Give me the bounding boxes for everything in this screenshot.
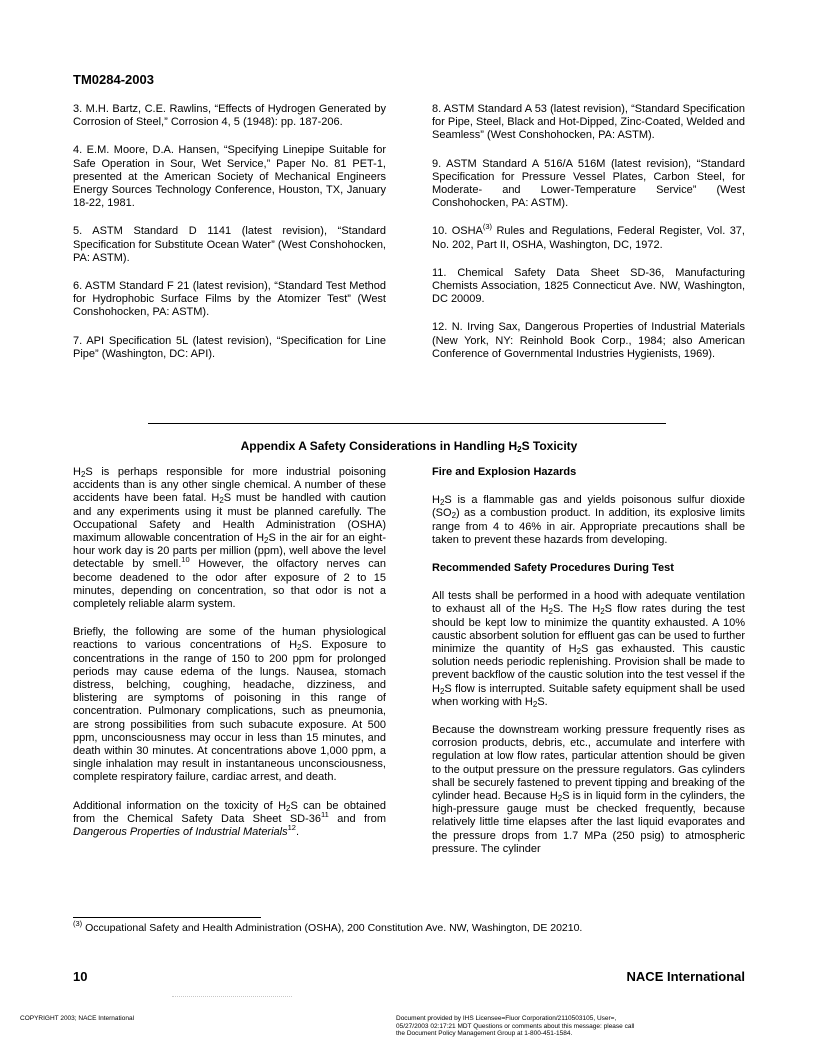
text: S in the air for an eight-hour work day is 20 parts per million (ppm), well above the level detectable by smell. <box>73 532 386 571</box>
subscript: 2 <box>439 498 445 508</box>
reference-10-rest: Rules and Regulations, Federal Register, Vol. 37, No. 202, Part II, OSHA, Washington, DC, 1972. <box>432 225 745 251</box>
subscript: 2 <box>576 647 582 657</box>
subscript: 2 <box>557 794 563 804</box>
text: However, the olfactory nerves can become deadened to the odor after exposure of 2 to 15 minutes, depending on concentration, so that odor is not a completely reliable alarm system. <box>73 558 387 611</box>
appendix-left-column <box>73 466 386 854</box>
text: and from <box>328 812 387 825</box>
reference-4: 4. E.M. Moore, D.A. Hansen, “Specifying Linepipe Suitable for Safe Operation in Sour, Wet Service,” Paper No. 81 PET-1, presented at the American Society of Mechanical Engineers Energy Sources Technology Conference, Houston, TX, January 18-22, 1981. <box>73 144 386 210</box>
provider-line: the Document Policy Management Group at 1-800-451-1584. <box>396 1030 573 1038</box>
text: S is a flammable gas and yields poisonous sulfur dioxide (SO <box>432 494 745 520</box>
reference-10 <box>432 222 745 251</box>
citation-marker: 12 <box>287 823 296 833</box>
provider-line: Document provided by IHS Licensee=Fluor Corporation/2110503105, User=, <box>396 1015 617 1022</box>
text: S flow is interrupted. Suitable safety equipment shall be used when working with H <box>432 682 745 708</box>
text: S. The H <box>552 603 601 616</box>
references-right-column <box>432 103 745 376</box>
text: ) as a combustion product. In addition, its explosive limits range from 4 to 46% in air. Appropriate precautions shall be taken to prevent these hazards from developing. <box>432 507 745 546</box>
reference-9: 9. ASTM Standard A 516/A 516M (latest revision), “Standard Specification for Pressure Vessel Plates, Carbon Steel, for Moderate- and Lower-Temperature Service” (West Conshohocken, PA: ASTM). <box>432 157 745 210</box>
text: Briefly, the following are some of the human physiological reactions to various concentrations of H <box>73 626 386 652</box>
toxicity-paragraph <box>73 466 386 611</box>
footnote-marker: (3) <box>482 222 493 232</box>
reference-12: 12. N. Irving Sax, Dangerous Properties of Industrial Materials (New York, NY: Reinhold Book Corp., 1984; also American Conference of Governmental Industries Hygienists, 1969). <box>432 321 745 360</box>
text: S gas exhausted. This caustic solution needs periodic replenishing. Provision shall be made to prevent backflow of the caustic solution into the test vessel if the H <box>432 643 745 695</box>
subscript: 2 <box>517 445 522 454</box>
footnote <box>73 919 583 934</box>
subscript: 2 <box>532 699 538 709</box>
copyright-notice: COPYRIGHT 2003; NACE International <box>20 1015 135 1022</box>
text: H <box>432 494 440 507</box>
reference-7: 7. API Specification 5L (latest revision), “Specification for Line Pipe” (Washington, DC: API). <box>73 334 386 360</box>
appendix-title-lead: Appendix A Safety Considerations in Handling H <box>240 439 518 453</box>
text: Because the downstream working pressure frequently rises as corrosion products, debris, etc., accumulate and interfere with regulation at low flow rates, particular attention should be given to the output pressure on the pressure regulators. Gas cylinders shall be securely fastened to prevent tipping and breaking of the cylinder head. Because H <box>432 724 745 803</box>
subscript: 2 <box>439 686 445 696</box>
subscript: 2 <box>286 803 291 813</box>
footnote-text: Occupational Safety and Health Administration (OSHA), 200 Constitution Ave. NW, Washington, DE 20210. <box>82 922 583 934</box>
reference-3: 3. M.H. Bartz, C.E. Rawlins, “Effects of Hydrogen Generated by Corrosion of Steel,” Corrosion 4, 5 (1948): pp. 187-206. <box>73 103 386 129</box>
reference-6: 6. ASTM Standard F 21 (latest revision), “Standard Test Method for Hydrophobic Surface Films by the Atomizer Test” (West Conshohocken, PA: ASTM). <box>73 280 386 319</box>
subscript: 2 <box>80 470 86 479</box>
text: H <box>73 466 81 478</box>
reference-5: 5. ASTM Standard D 1141 (latest revision), “Standard Specification for Substitute Ocean Water” (West Conshohocken, PA: ASTM). <box>73 225 386 264</box>
reference-8: 8. ASTM Standard A 53 (latest revision), “Standard Specification for Pipe, Steel, Black and Hot-Dipped, Zinc-Coated, Welded and Seamless” (West Conshohocken, PA: ASTM). <box>432 103 745 142</box>
text: S. <box>537 695 548 708</box>
subscript: 2 <box>264 536 269 546</box>
text: S can be obtained from the Chemical Safety Data Sheet SD-36 <box>73 799 386 825</box>
appendix-title-tail: S Toxicity <box>521 439 578 453</box>
text: S must be handled with caution and any experiments using it must be planned carefully. The Occupational Safety and Health Administration (OSHA) maximum allowable concentration of H <box>73 492 387 545</box>
pressure-paragraph <box>432 724 745 856</box>
reference-10-lead: 10. OSHA <box>432 225 483 238</box>
document-id: TM0284-2003 <box>73 72 154 87</box>
provider-line: 05/27/2003 02:17:21 MDT Questions or comments about this message: please call <box>396 1022 635 1030</box>
subscript: 2 <box>451 511 457 521</box>
reference-11: 11. Chemical Safety Data Sheet SD-36, Manufacturing Chemists Association, 1825 Connecticut Ave. NW, Washington, DC 20009. <box>432 266 745 306</box>
additional-info-paragraph <box>73 800 386 840</box>
text: S is in liquid form in the cylinders, the high-pressure gauge must be checked frequently, because relatively little time elapses after the last liquid evaporates and the pressure drops from 1.7 MPa (250 psig) to atmospheric pressure. The cylinder <box>432 790 745 855</box>
appendix-right-column <box>432 466 745 871</box>
text: Additional information on the toxicity of H <box>73 799 287 812</box>
page-number: 10 <box>73 969 88 984</box>
faint-mark <box>172 996 292 997</box>
organization-name: NACE International <box>626 969 745 984</box>
section-divider <box>148 423 666 424</box>
subscript: 2 <box>600 607 605 617</box>
safety-procedures-paragraph <box>432 590 745 709</box>
subscript: 2 <box>548 607 553 617</box>
fire-hazards-paragraph <box>432 494 745 547</box>
physiological-reactions-paragraph <box>73 626 386 784</box>
citation-marker: 10 <box>181 555 190 565</box>
provider-notice <box>396 1015 676 1038</box>
text: . <box>295 826 300 839</box>
text: All tests shall be performed in a hood with adequate ventilation to exhaust all of the H <box>432 590 745 616</box>
cited-title: Dangerous Properties of Industrial Materials <box>73 826 288 839</box>
footnote-divider <box>73 917 261 918</box>
citation-marker: 11 <box>321 809 329 819</box>
footnote-marker: (3) <box>73 919 83 928</box>
appendix-title <box>73 439 745 453</box>
text: S flow rates during the test should be kept low to minimize the quantity exhausted. A 10% caustic absorbent solution for effluent gas can be used to further minimize the quantity of H <box>432 603 745 656</box>
fire-hazards-heading: Fire and Explosion Hazards <box>432 466 577 478</box>
safety-procedures-heading: Recommended Safety Procedures During Test <box>432 562 674 575</box>
text: S is perhaps responsible for more industrial poisoning accidents than is any other single chemical. A number of these accidents have been fatal. H <box>73 466 386 505</box>
subscript: 2 <box>297 643 302 653</box>
references-left-column <box>73 103 386 376</box>
subscript: 2 <box>219 496 224 506</box>
text: S. Exposure to concentrations in the range of 150 to 200 ppm for prolonged periods may cause edema of the lungs. Nausea, stomach distress, belching, coughing, headache, dizziness, and blistering are symptoms of poisoning in this range of concentration. Pulmonary complications, such as pneumonia, are strong possibilities from such subacute exposure. At 500 ppm, unconsciousness may occur in less than 15 minutes, and death within 30 minutes. At concentrations above 1,000 ppm, a single inhalation may result in instantaneous unconsciousness, complete respiratory failure, cardiac arrest, and death. <box>73 639 386 784</box>
